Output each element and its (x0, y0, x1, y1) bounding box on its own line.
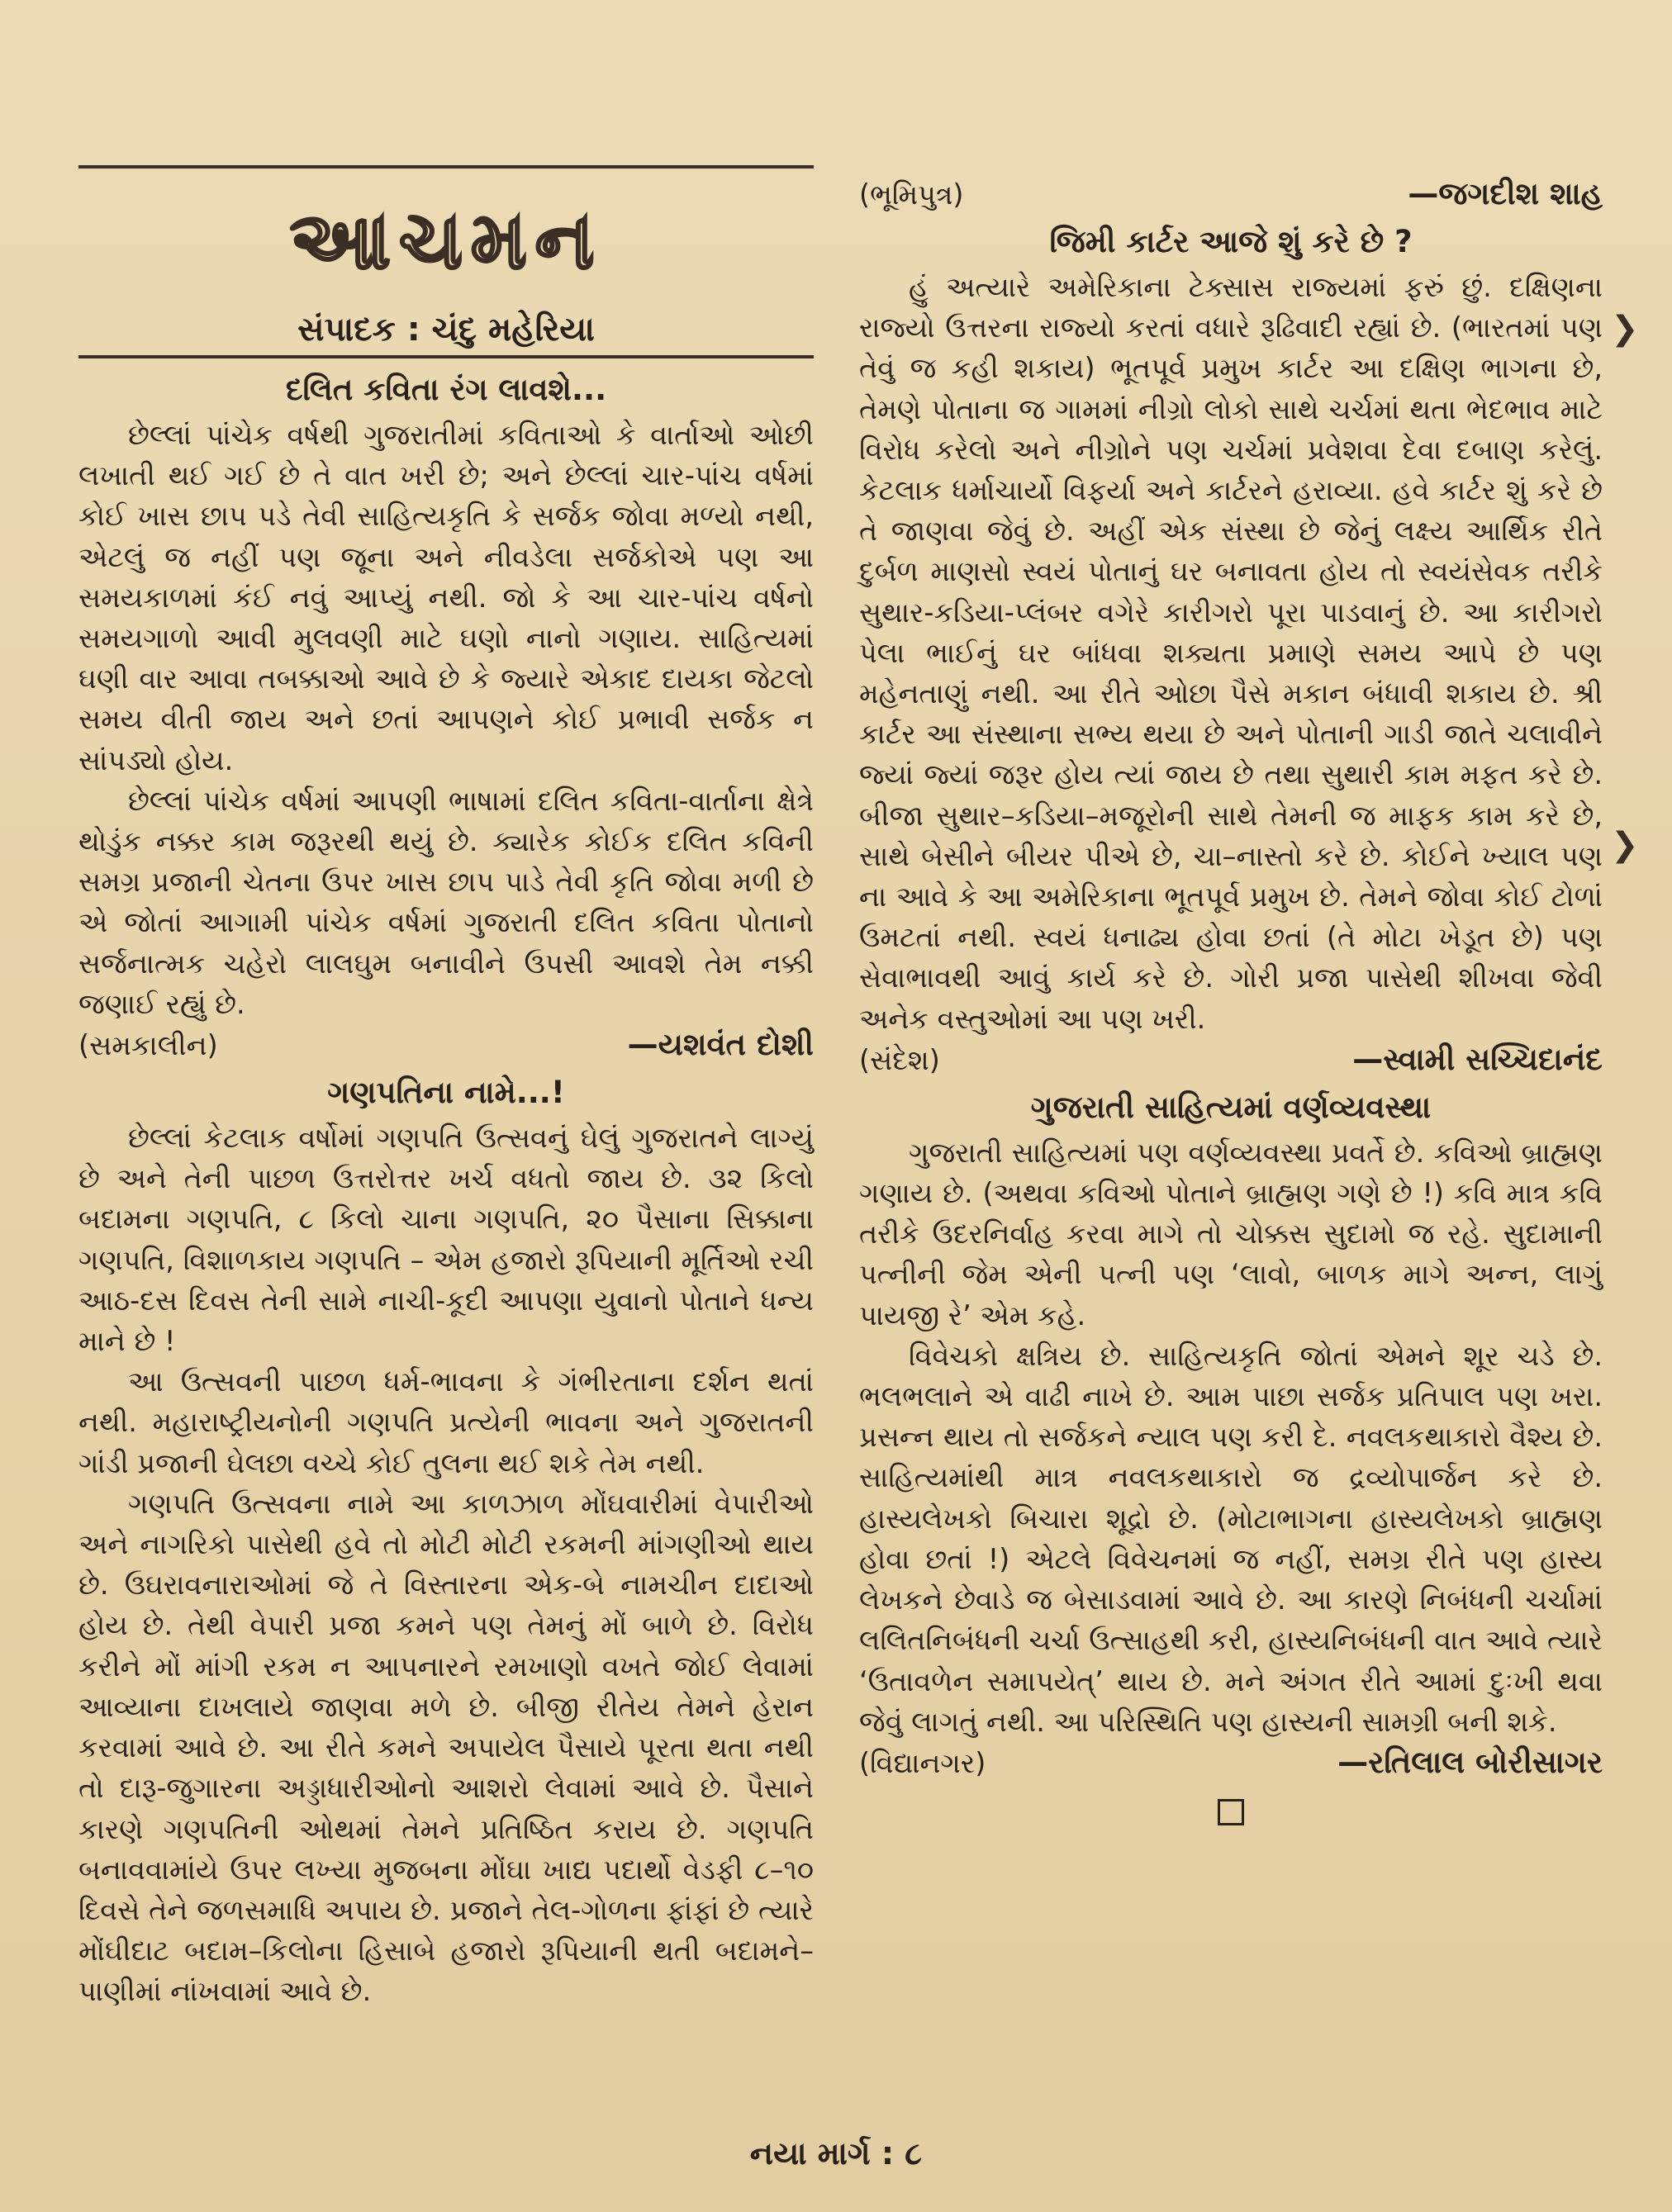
section-masthead: આચમન (289, 194, 603, 287)
article-paragraph: છેલ્લાં કેટલાક વર્ષોમાં ગણપતિ ઉત્સવનું ઘેલું ગુજરાતને લાગ્યું છે અને તેની પાછળ ઉત્તરોત્તર ખર્ચ વધતો જાય છે. ૩૨ કિલો બદામના ગણપતિ, ૮ કિલો ચાના ગણપતિ, ૨૦ પૈસાના સિક્કાના ગણપતિ, વિશાળકાય ગણપતિ – એમ હજારો રૂપિયાની મૂર્તિઓ રચી આઠ-દસ દિવસ તેની સામે નાચી-કૂદી આપણા યુવાનો પોતાને ધન્ય માને છે ! (78, 1122, 814, 1358)
editor-rule (78, 355, 814, 358)
right-column (859, 173, 1603, 1825)
article-signature (859, 1742, 1603, 1784)
article-paragraph: છેલ્લાં પાંચેક વર્ષમાં આપણી ભાષામાં દલિત કવિતા-વાર્તાના ક્ષેત્રે થોડુંક નક્કર કામ જરૂરથી થયું છે. ક્યારેક કોઈક દલિત કવિની સમગ્ર પ્રજાની ચેતના ઉપર ખાસ છાપ પાડે તેવી કૃતિ જોવા મળી છે એ જોતાં આગામી પાંચેક વર્ષમાં ગુજરાતી દલિત કવિતા પોતાનો સર્જનાત્મક ચહેરો લાલઘુમ બનાવીને ઉપસી આવશે તેમ નક્કી જણાઈ રહ્યું છે. (78, 784, 814, 1020)
article-signature (78, 1024, 814, 1066)
article-title-varnavyavastha: ગુજરાતી સાહિત્યમાં વર્ણવ્યવસ્થા (1030, 1089, 1432, 1125)
article-source: (સંદેશ) (859, 1043, 940, 1076)
article-source: (સમકાલીન) (78, 1029, 218, 1062)
article-paragraph: આ ઉત્સવની પાછળ ધર્મ-ભાવના કે ગંભીરતાના દર્શન થતાં નથી. મહારાષ્ટ્રીયનોની ગણપતિ પ્રત્યેની ભાવના અને ગુજરાતની ગાંડી પ્રજાની ઘેલછા વચ્ચે કોઈ તુલના થઈ શકે તેમ નથી. (78, 1365, 814, 1479)
article-signature (859, 1039, 1603, 1081)
article-source: (વિદ્યાનગર) (859, 1746, 986, 1779)
article-paragraph: છેલ્લાં પાંચેક વર્ષથી ગુજરાતીમાં કવિતાઓ કે વાર્તાઓ ઓછી લખાતી થઈ ગઈ છે તે વાત ખરી છે; અને છેલ્લાં ચાર-પાંચ વર્ષમાં કોઈ ખાસ છાપ પડે તેવી સાહિત્યકૃતિ કે સર્જક જોવા મળ્યો નથી, એટલું જ નહીં પણ જૂના અને નીવડેલા સર્જકોએ પણ આ સમયકાળમાં કંઈ નવું આપ્યું નથી. જો કે આ ચાર-પાંચ વર્ષનો સમયગાળો આવી મુલવણી માટે ઘણો નાનો ગણાય. સાહિત્યમાં ઘણી વાર આવા તબક્કાઓ આવે છે કે જ્યારે એકાદ દાયકા જેટલો સમય વીતી જાય અને છતાં આપણને કોઈ પ્રભાવી સર્જક ન સાંપડ્યો હોય. (78, 419, 814, 776)
article-author: —સ્વામી સચ્ચિદાનંદ (1352, 1041, 1603, 1077)
page-footer: નયા માર્ગ : ૮ (749, 2135, 923, 2172)
article-title-ganpati: ગણપતિના નામે...! (327, 1075, 565, 1111)
margin-mark-icon: ❯ (1611, 826, 1639, 864)
article-author: —જગદીશ શાહ (1408, 176, 1603, 211)
top-rule (78, 165, 814, 169)
article-signature (859, 173, 1603, 216)
article-source: (ભૂમિપુત્ર) (859, 178, 964, 211)
article-title-jimmy-carter: જિમી કાર્ટર આજે શું કરે છે ? (1049, 224, 1413, 259)
article-paragraph: હું અત્યારે અમેરિકાના ટેક્સાસ રાજ્યમાં ફરું છું. દક્ષિણના રાજ્યો ઉત્તરના રાજ્યો કરતાં વધારે રૂઢિવાદી રહ્યાં છે. (ભારતમાં પણ તેવું જ કહી શકાય) ભૂતપૂર્વ પ્રમુખ કાર્ટર આ દક્ષિણ ભાગના છે, તેમણે પોતાના જ ગામમાં નીગ્રો લોકો સાથે ચર્ચમાં થતા ભેદભાવ માટે વિરોધ કરેલો અને નીગ્રોને પણ ચર્ચમાં પ્રવેશવા દેવા દબાણ કરેલું. કેટલાક ધર્માચાર્યો વિફર્યા અને કાર્ટરને હરાવ્યા. હવે કાર્ટર શું કરે છે તે જાણવા જેવું છે. અહીં એક સંસ્થા છે જેનું લક્ષ્ય આર્થિક રીતે દુર્બળ માણસો સ્વયં પોતાનું ઘર બનાવતા હોય તો સ્વયંસેવક તરીકે સુથાર-કડિયા-પ્લંબર વગેરે કારીગરો પૂરા પાડવાનું છે. આ કારીગરો પેલા ભાઈનું ઘર બાંધવા શક્યતા પ્રમાણે સમય આપે છે પણ મહેનતાણું નથી. આ રીતે ઓછા પૈસે મકાન બંધાવી શકાય છે. શ્રી કાર્ટર આ સંસ્થાના સભ્ય થયા છે અને પોતાની ગાડી જાતે ચલાવીને જ્યાં જ્યાં જરૂર હોય ત્યાં જાય છે તથા સુથારી કામ મફત કરે છે. બીજા સુથાર–કડિયા–મજૂરોની સાથે તેમની જ માફક કામ કરે છે, સાથે બેસીને બીયર પીએ છે, ચા–નાસ્તો કરે છે. કોઈને ખ્યાલ પણ ના આવે કે આ અમેરિકાના ભૂતપૂર્વ પ્રમુખ છે. તેમને જોવા કોઈ ટોળાં ઉમટતાં નથી. સ્વયં ધનાઢ્ય હોવા છતાં (તે મોટા ખેડૂત છે) પણ સેવાભાવથી આવું કાર્ય કરે છે. ગોરી પ્રજા પાસેથી શીખવા જેવી અનેક વસ્તુઓમાં આ પણ ખરી. (859, 271, 1603, 1035)
article-author: —રતિલાલ બોરીસાગર (1337, 1744, 1603, 1780)
article-paragraph: વિવેચકો ક્ષત્રિય છે. સાહિત્યકૃતિ જોતાં એમને શૂર ચડે છે. ભલભલાને એ વાઢી નાખે છે. આમ પાછા સર્જક પ્રતિપાલ પણ ખરા. પ્રસન્ન થાય તો સર્જકને ન્યાલ પણ કરી દે. નવલકથાકારો વૈશ્ય છે. સાહિત્યમાંથી માત્ર નવલકથાકારો જ દ્રવ્યોપાર્જન કરે છે. હાસ્યલેખકો બિચારા શૂદ્રો છે. (મોટાભાગના હાસ્યલેખકો બ્રાહ્મણ હોવા છતાં !) એટલે વિવેચનમાં જ નહીં, સમગ્ર રીતે પણ હાસ્ય લેખકને છેવાડે જ બેસાડવામાં આવે છે. આ કારણે નિબંધની ચર્ચામાં લલિતનિબંધની ચર્ચા ઉત્સાહથી કરી, હાસ્યનિબંધની વાત આવે ત્યારે ‘ઉતાવળેન સમાપયેત્’ થાય છે. મને અંગત રીતે આમાં દુઃખી થવા જેવું લાગતું નથી. આ પરિસ્થિતિ પણ હાસ્યની સામગ્રી બની શકે. (859, 1339, 1603, 1738)
margin-mark-icon: ❯ (1611, 310, 1639, 348)
article-title-dalit-kavita: દલિત કવિતા રંગ લાવશે... (285, 372, 607, 407)
article-paragraph: ગુજરાતી સાહિત્યમાં પણ વર્ણવ્યવસ્થા પ્રવર્તે છે. કવિઓ બ્રાહ્મણ ગણાય છે. (અથવા કવિઓ પોતાને બ્રાહ્મણ ગણે છે !) કવિ માત્ર કવિ તરીકે ઉદરનિર્વાહ કરવા માગે તો ચોક્કસ સુદામો જ રહે. સુદામાની પત્નીની જેમ એની પત્ની પણ ‘લાવો, બાળક માગે અન્ન, લાગું પાયજી રે’ એમ કહે. (859, 1136, 1603, 1331)
article-author: —યશવંત દોશી (627, 1027, 814, 1063)
left-column (78, 165, 814, 2012)
article-paragraph: ગણપતિ ઉત્સવના નામે આ કાળઝાળ મોંઘવારીમાં વેપારીઓ અને નાગરિકો પાસેથી હવે તો મોટી મોટી રકમની માંગણીઓ થાય છે. ઉઘરાવનારાઓમાં જે તે વિસ્તારના એક-બે નામચીન દાદાઓ હોય છે. તેથી વેપારી પ્રજા કમને પણ તેમનું મોં બાળે છે. વિરોધ કરીને મોં માંગી રકમ ન આપનારને રમખાણો વખતે જોઈ લેવામાં આવ્યાના દાખલાયે જાણવા મળે છે. બીજી રીતેય તેમને હેરાન કરવામાં આવે છે. આ રીતે કમને અપાયેલ પૈસાયે પૂરતા થતા નથી તો દારૂ-જુગારના અડ્ડાધારીઓનો આશરો લેવામાં આવે છે. પૈસાને કારણે ગણપતિની ઓથમાં તેમને પ્રતિષ્ઠિત કરાય છે. ગણપતિ બનાવવામાંયે ઉપર લખ્યા મુજબના મોંઘા ખાદ્ય પદાર્થો વેડફી ૮–૧૦ દિવસે તેને જળસમાધિ અપાય છે. પ્રજાને તેલ-ગોળના ફાંફાં છે ત્યારે મોંઘીદાટ બદામ–કિલોના હિસાબે હજારો રૂપિયાની થતી બદામને–પાણીમાં નાંખવામાં આવે છે. (78, 1487, 814, 2008)
editor-credit: સંપાદક : ચંદુ મહેરિયા (297, 311, 595, 349)
end-of-article-box-icon (1218, 1799, 1244, 1825)
